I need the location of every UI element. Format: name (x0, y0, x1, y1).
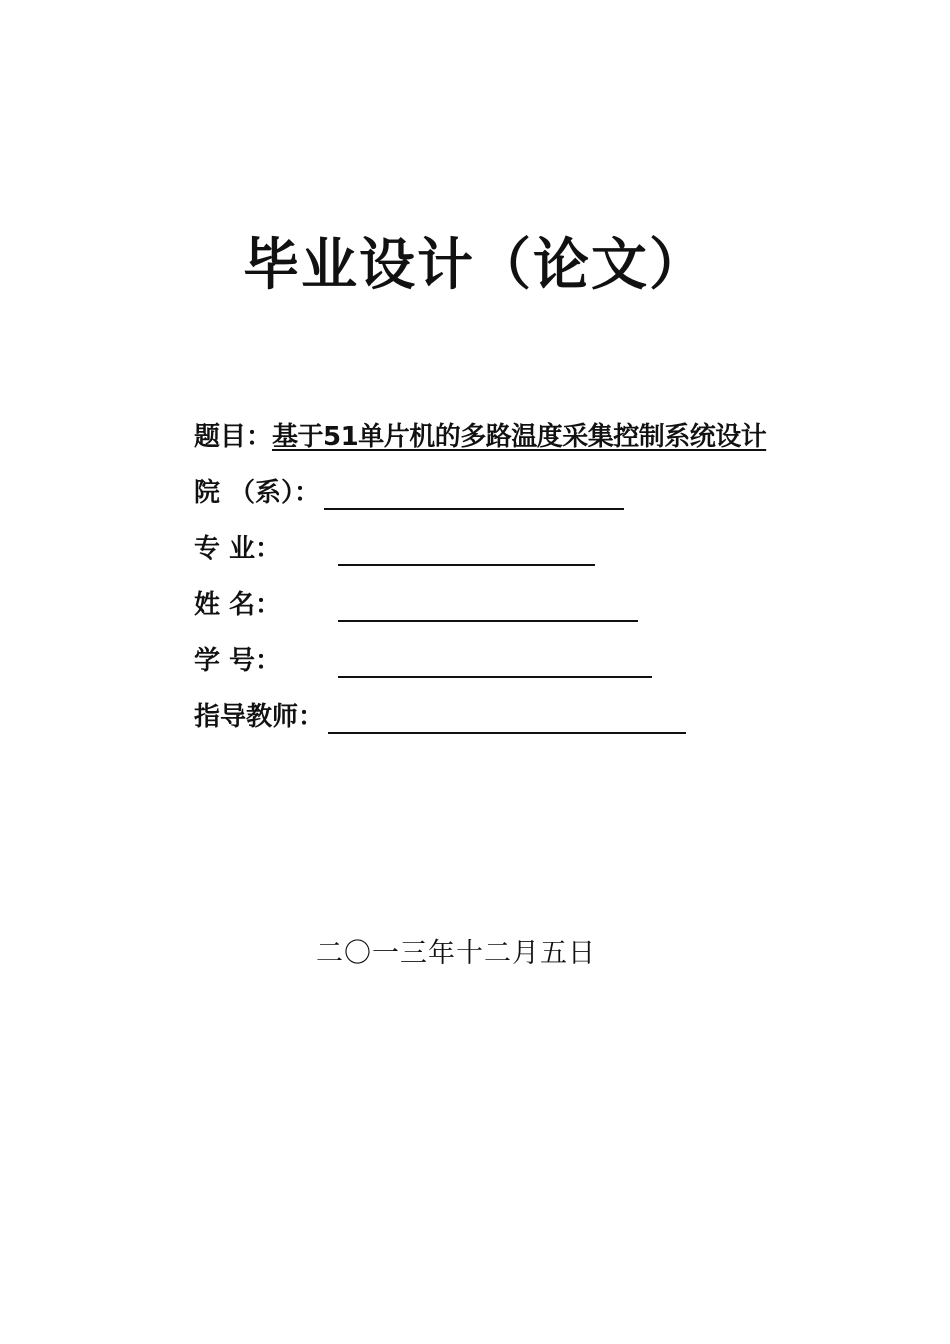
advisor-row (194, 694, 686, 734)
department-label: 院 （系）： (194, 478, 321, 508)
topic-row (194, 414, 766, 454)
student-id-blank[interactable] (338, 646, 652, 678)
major-row (194, 526, 595, 566)
date: 二〇一三年十二月五日 (316, 938, 596, 969)
topic-label: 题目： (194, 422, 273, 452)
major-label: 专 业： (194, 534, 282, 564)
student-id-row (194, 638, 652, 678)
advisor-blank[interactable] (328, 702, 686, 734)
major-blank[interactable] (338, 534, 595, 566)
student-id-label: 学 号： (194, 646, 282, 676)
topic-value: 基于51单片机的多路温度采集控制系统设计 (272, 422, 767, 452)
name-blank[interactable] (338, 590, 638, 622)
advisor-label: 指导教师： (194, 702, 325, 732)
document-title: 毕业设计（论文） (243, 233, 707, 298)
name-label: 姓 名： (194, 590, 282, 620)
name-row (194, 582, 638, 622)
department-blank[interactable] (324, 478, 624, 510)
department-row (194, 470, 624, 510)
